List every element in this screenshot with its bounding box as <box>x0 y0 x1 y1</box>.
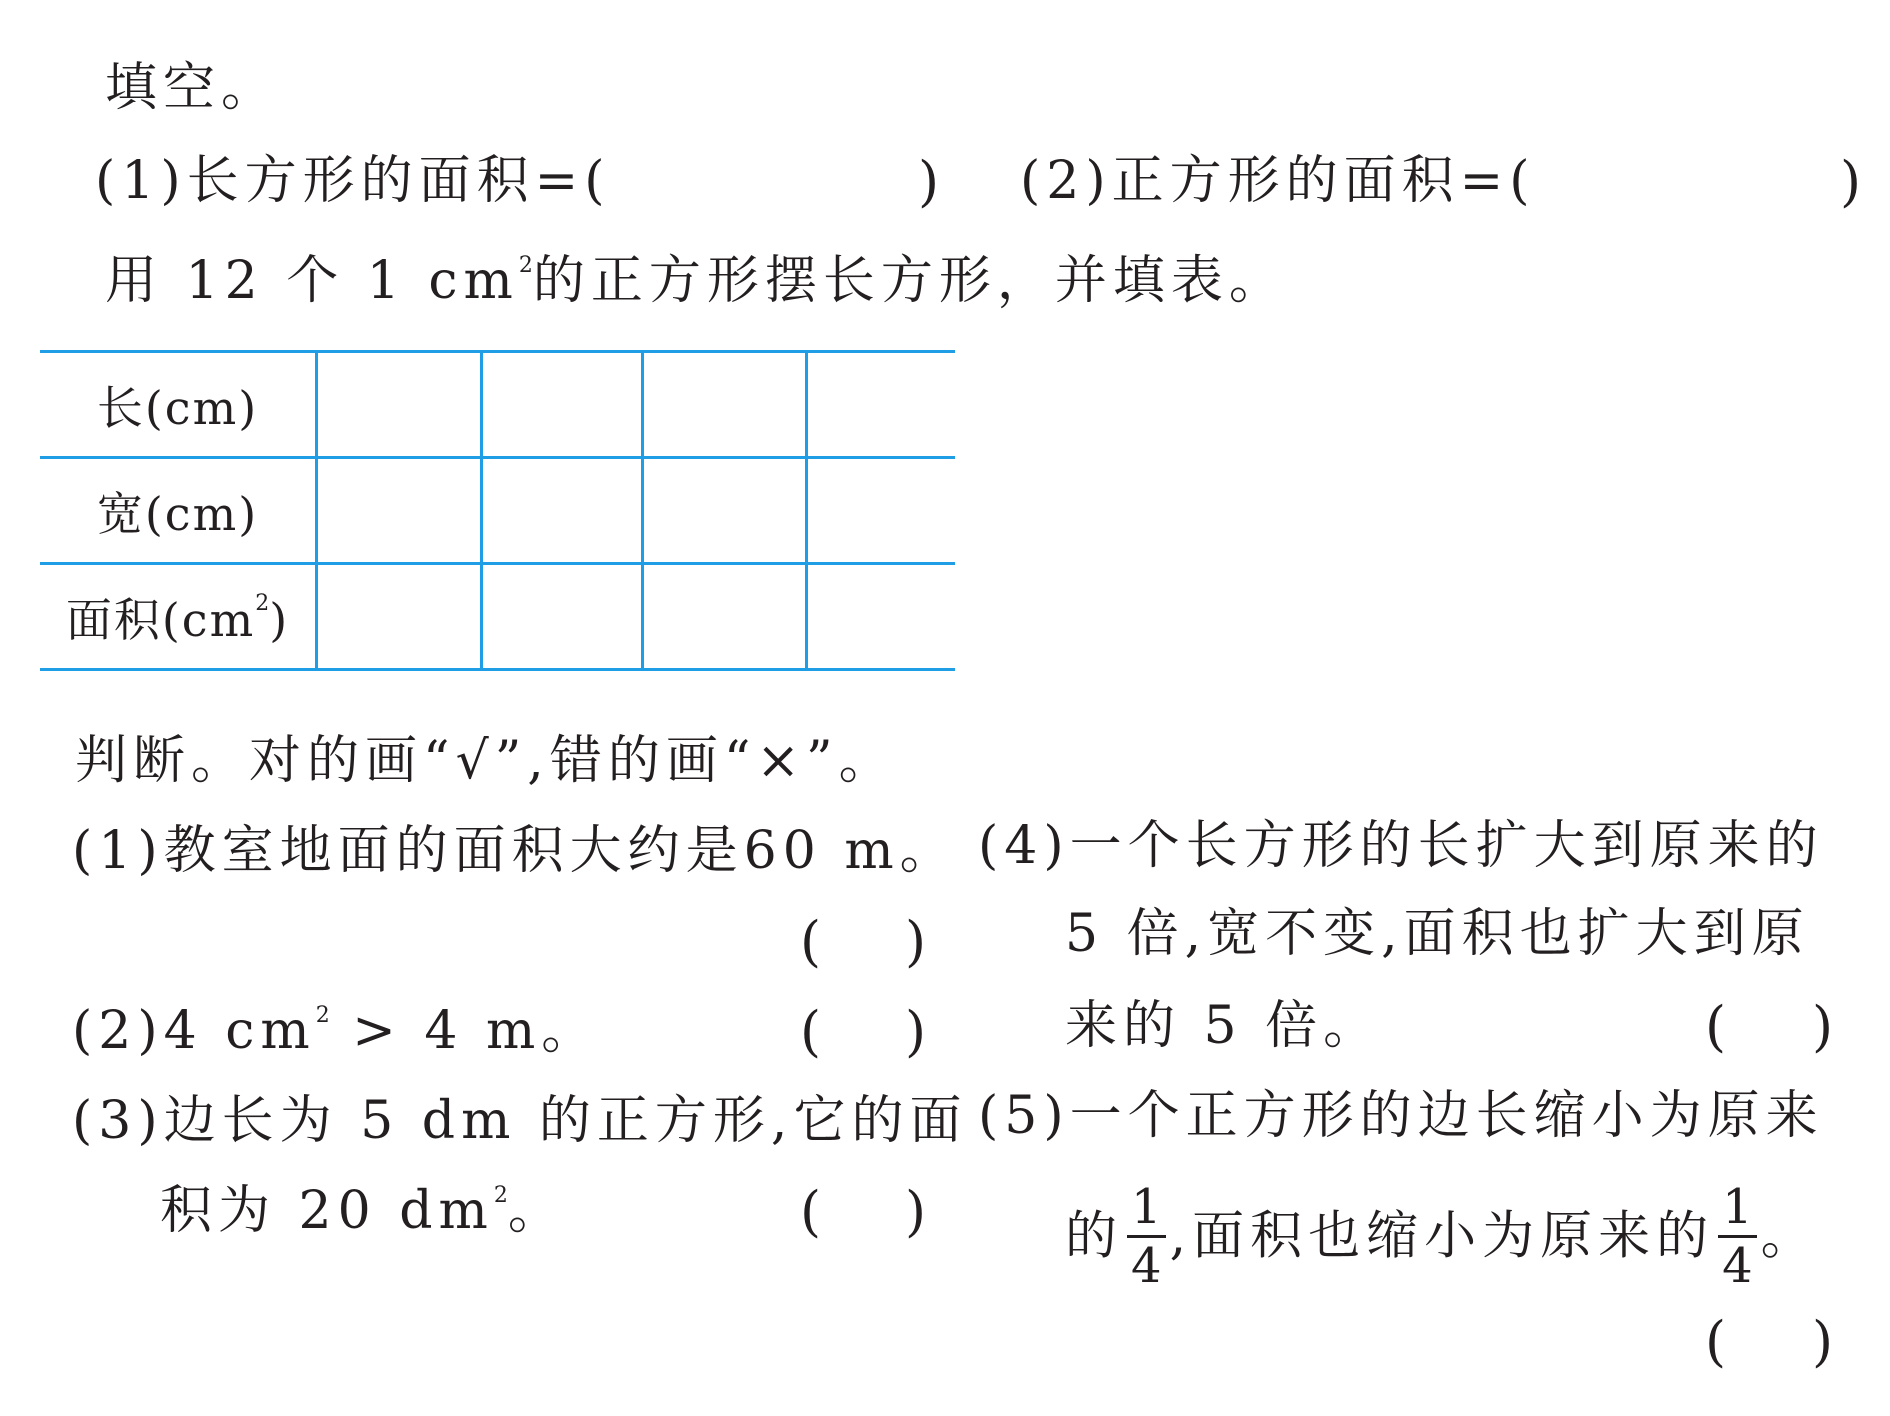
fraction-denominator: 4 <box>1722 1238 1753 1294</box>
table-cell[interactable] <box>807 564 956 670</box>
table-cell[interactable] <box>482 458 643 564</box>
item-2-text-b: > 4 m。 <box>329 1001 600 1061</box>
table-cell[interactable] <box>317 352 482 458</box>
item-3-text-a: 积为 20 dm <box>160 1181 494 1241</box>
fraction-numerator: 1 <box>1127 1183 1166 1238</box>
rectangle-dimensions-table <box>40 350 955 671</box>
table-cell[interactable] <box>317 458 482 564</box>
row-label-width <box>40 458 317 564</box>
item-3-superscript: 2 <box>493 1183 508 1208</box>
item-3-text-b: 。 <box>507 1181 566 1241</box>
table-cell[interactable] <box>643 352 807 458</box>
answer-open-4[interactable]: ( <box>1705 995 1727 1058</box>
judgement-item-4-line2: 5 倍,宽不变,面积也扩大到原 <box>1065 904 1810 964</box>
table-instruction <box>105 251 1287 311</box>
judgement-item-4-line1: (4)一个长方形的长扩大到原来的 <box>978 816 1824 876</box>
fraction-denominator: 4 <box>1131 1238 1162 1294</box>
row-label-text: 宽(cm) <box>96 486 259 541</box>
row-label-area <box>40 564 317 670</box>
judgement-item-2 <box>72 1001 600 1061</box>
row-label-superscript: 2 <box>255 590 270 616</box>
table-cell[interactable] <box>643 458 807 564</box>
judgement-item-1: (1)教室地面的面积大约是60 m。 <box>72 821 958 881</box>
answer-close-3[interactable]: ) <box>905 1180 927 1243</box>
answer-blank-rectangle-area[interactable]: ) <box>918 150 940 213</box>
answer-close-5[interactable]: ) <box>1812 1310 1834 1373</box>
row-label-text: 长(cm) <box>96 380 259 435</box>
item-5-text-a: 的 <box>1065 1206 1124 1267</box>
answer-open-2[interactable]: ( <box>800 1000 822 1063</box>
table-cell[interactable] <box>482 352 643 458</box>
judgement-item-5-line2 <box>1065 1179 1819 1294</box>
table-row-length <box>40 352 955 458</box>
table-cell[interactable] <box>643 564 807 670</box>
answer-close-4[interactable]: ) <box>1812 995 1834 1058</box>
instruction-prefix: 用 12 个 1 cm <box>105 251 519 311</box>
answer-close-2[interactable]: ) <box>905 1000 927 1063</box>
answer-open-5[interactable]: ( <box>1705 1310 1727 1373</box>
fraction-one-quarter <box>1718 1179 1757 1294</box>
table-row-area <box>40 564 955 670</box>
item-5-text-b: ,面积也缩小为原来的 <box>1169 1206 1715 1267</box>
answer-close-1[interactable]: ) <box>905 910 927 973</box>
fraction-numerator: 1 <box>1718 1183 1757 1238</box>
question-square-area: (2)正方形的面积=( <box>1020 151 1536 211</box>
table-cell[interactable] <box>317 564 482 670</box>
item-2-superscript: 2 <box>315 1003 330 1028</box>
judgement-title: 判断。对的画“√”,错的画“×”。 <box>75 731 897 791</box>
table-cell[interactable] <box>807 352 956 458</box>
row-label-end: ) <box>269 592 290 647</box>
answer-open-1[interactable]: ( <box>800 910 822 973</box>
judgement-item-3-line2 <box>160 1181 566 1241</box>
instruction-superscript: 2 <box>518 253 533 278</box>
instruction-suffix: 的正方形摆长方形，并填表。 <box>532 251 1287 311</box>
answer-blank-square-area[interactable]: ) <box>1840 150 1862 213</box>
judgement-item-5-line1: (5)一个正方形的边长缩小为原来 <box>978 1086 1824 1146</box>
table-cell[interactable] <box>807 458 956 564</box>
fraction-one-quarter <box>1127 1179 1166 1294</box>
row-label-text: 面积(cm <box>65 592 256 647</box>
row-label-length <box>40 352 317 458</box>
item-2-text-a: (2)4 cm <box>72 1001 316 1061</box>
judgement-item-4-line3: 来的 5 倍。 <box>1065 996 1382 1056</box>
judgement-item-3-line1: (3)边长为 5 dm 的正方形,它的面 <box>72 1091 968 1151</box>
table-row-width <box>40 458 955 564</box>
question-rectangle-area: (1)长方形的面积=( <box>95 151 611 211</box>
fill-blank-title: 填空。 <box>105 58 280 118</box>
item-5-text-c: 。 <box>1760 1206 1819 1267</box>
answer-open-3[interactable]: ( <box>800 1180 822 1243</box>
table-cell[interactable] <box>482 564 643 670</box>
